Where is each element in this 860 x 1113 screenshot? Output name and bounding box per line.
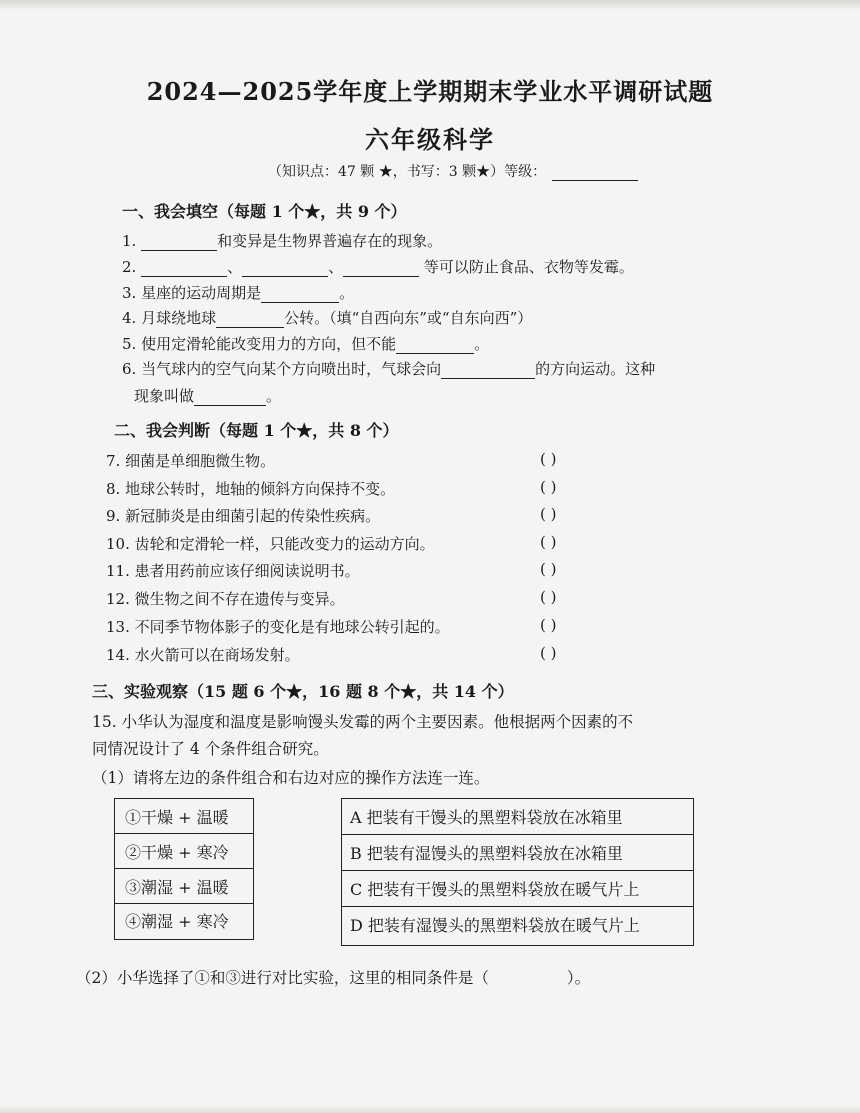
question-6-cont: [134, 385, 281, 406]
q3-blank[interactable]: [261, 287, 339, 303]
q4-text: 4. 月球绕地球: [122, 309, 217, 327]
judge-answer-paren[interactable]: ( ): [540, 505, 557, 523]
condition-4[interactable]: ④潮湿 + 寒冷: [125, 912, 229, 931]
scan-shadow-top: [0, 0, 860, 10]
q2-sep-1: 、: [227, 258, 243, 276]
q1-text: 和变异是生物界普遍存在的现象。: [217, 232, 443, 250]
judge-item: 12. 微生物之间不存在遗传与变异。: [106, 590, 345, 608]
methods-box: [341, 798, 694, 946]
q5-blank[interactable]: [396, 338, 474, 354]
q15-line-2: 同情况设计了 4 个条件组合研究。: [92, 740, 329, 758]
judge-item: 7. 细菌是单细胞微生物。: [106, 452, 276, 470]
q2-sep-2: 、: [328, 258, 344, 276]
q3-text: 3. 星座的运动周期是: [122, 284, 262, 302]
q2-blank-3[interactable]: [343, 261, 419, 277]
q1-number: 1.: [122, 232, 137, 250]
q6-end: 。: [266, 387, 282, 405]
judge-answer-paren[interactable]: ( ): [540, 560, 557, 578]
question-5: [122, 333, 489, 354]
question-3: [122, 282, 354, 303]
q6-text-3: 现象叫做: [134, 387, 195, 405]
conditions-box: [114, 798, 254, 940]
scan-shadow-bottom: [0, 1105, 860, 1113]
judge-answer-paren[interactable]: ( ): [540, 478, 557, 496]
judge-answer-paren[interactable]: ( ): [540, 588, 557, 606]
grade-blank[interactable]: [552, 166, 638, 181]
exam-subtitle: 六年级科学: [365, 125, 495, 154]
q15-part-2-text: （2）小华选择了①和③进行对比实验，这里的相同条件是（: [76, 969, 489, 987]
judge-answer-paren[interactable]: ( ): [540, 644, 557, 662]
condition-1[interactable]: ①干燥 + 温暖: [115, 799, 253, 834]
question-6: [122, 358, 655, 379]
score-meta: [268, 161, 638, 181]
score-meta-text: （知识点：47 颗 ★，书写：3 颗★）等级：: [268, 164, 547, 180]
q2-blank-2[interactable]: [242, 261, 328, 277]
q3-end: 。: [339, 284, 355, 302]
section-fill-title: 一、我会填空（每题 1 个★，共 9 个）: [122, 202, 407, 221]
q15-part-2-end: ）。: [566, 969, 591, 987]
q6-text: 6. 当气球内的空气向某个方向喷出时，气球会向: [122, 360, 442, 378]
judge-answer-paren[interactable]: ( ): [540, 533, 557, 551]
q5-end: 。: [474, 335, 490, 353]
q6-blank-1[interactable]: [441, 363, 535, 379]
question-2: [122, 256, 634, 277]
question-1: [122, 230, 442, 251]
method-d[interactable]: D 把装有湿馒头的黑塑料袋放在暖气片上: [350, 916, 640, 935]
judge-item: 10. 齿轮和定滑轮一样，只能改变力的运动方向。: [106, 535, 435, 553]
method-a[interactable]: A 把装有干馒头的黑塑料袋放在冰箱里: [342, 799, 693, 835]
judge-item: 9. 新冠肺炎是由细菌引起的传染性疾病。: [106, 507, 381, 525]
exam-title: 2024—2025学年度上学期期末学业水平调研试题: [146, 77, 714, 106]
q15-part-2: [76, 966, 590, 988]
q15-part-1: （1）请将左边的条件组合和右边对应的操作方法连一连。: [92, 769, 490, 787]
judge-item: 8. 地球公转时，地轴的倾斜方向保持不变。: [106, 480, 396, 498]
q5-text: 5. 使用定滑轮能改变用力的方向，但不能: [122, 335, 397, 353]
judge-answer-paren[interactable]: ( ): [540, 616, 557, 634]
q2-blank-1[interactable]: [141, 261, 227, 277]
q2-number: 2.: [122, 258, 137, 276]
judge-item: 11. 患者用药前应该仔细阅读说明书。: [106, 562, 360, 580]
condition-2[interactable]: ②干燥 + 寒冷: [115, 834, 253, 869]
q15-line-1: 15. 小华认为湿度和温度是影响馒头发霉的两个主要因素。他根据两个因素的不: [92, 713, 634, 731]
method-b[interactable]: B 把装有湿馒头的黑塑料袋放在冰箱里: [342, 835, 693, 871]
q6-blank-2[interactable]: [194, 390, 266, 406]
judge-answer-paren[interactable]: ( ): [540, 450, 557, 468]
judge-item: 14. 水火箭可以在商场发射。: [106, 646, 300, 664]
section-judge-title: 二、我会判断（每题 1 个★，共 8 个）: [114, 421, 399, 440]
q4-blank[interactable]: [216, 312, 284, 328]
judge-item: 13. 不同季节物体影子的变化是有地球公转引起的。: [106, 618, 450, 636]
condition-3[interactable]: ③潮湿 + 温暖: [115, 869, 253, 904]
q2-text: 等可以防止食品、衣物等发霉。: [423, 258, 634, 276]
section-experiment-title: 三、实验观察（15 题 6 个★，16 题 8 个★，共 14 个）: [92, 682, 514, 701]
question-4: [122, 307, 532, 328]
method-c[interactable]: C 把装有干馒头的黑塑料袋放在暖气片上: [342, 871, 693, 907]
q1-blank[interactable]: [141, 235, 217, 251]
q6-text-2: 的方向运动。这种: [535, 360, 656, 378]
q4-end: 公转。（填“自西向东”或“自东向西”）: [284, 309, 533, 327]
